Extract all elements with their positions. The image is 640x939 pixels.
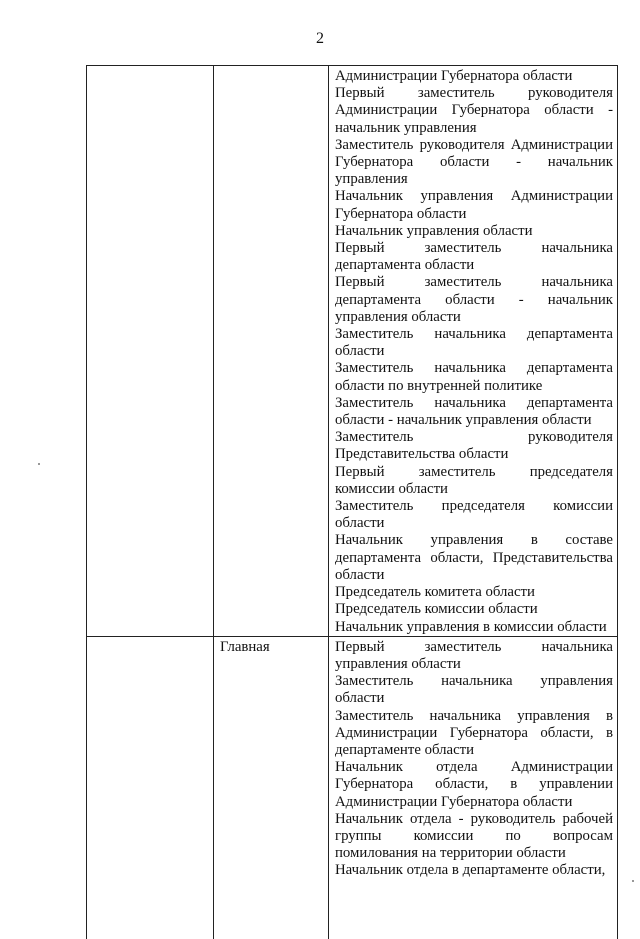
position-entry: Заместитель начальника департамента области — [335, 326, 613, 360]
position-entry: Начальник отдела Администрации Губернатора области, в управлении Администрации Губернатора области — [335, 759, 613, 810]
row-2-group-cell: Главная — [214, 636, 329, 939]
position-entry: Председатель комиссии области — [335, 601, 538, 618]
page-number: 2 — [316, 30, 324, 47]
position-entry: Заместитель начальника управления в Администрации Губернатора области, в департаменте области — [335, 707, 613, 758]
position-entry: Заместитель начальника управления области — [335, 673, 613, 707]
scan-speck — [632, 880, 634, 882]
table-row — [87, 636, 618, 939]
position-entry: Первый заместитель начальника управления области — [335, 638, 613, 672]
position-entry: Заместитель начальника департамента области - начальник управления области — [335, 394, 613, 429]
position-entry: Начальник отдела - руководитель рабочей группы комиссии по вопросам помилования на территории области — [335, 810, 613, 862]
row-2-positions-cell — [329, 636, 618, 939]
position-entry: Заместитель руководителя Представительства области — [335, 429, 613, 463]
row-1-positions-cell — [329, 66, 618, 637]
position-entry: Начальник управления Администрации Губернатора области — [335, 188, 613, 222]
position-entry: Председатель комитета области — [335, 584, 535, 601]
row-1-group-cell — [214, 66, 329, 637]
position-entry: Первый заместитель начальника департамента области — [335, 240, 613, 274]
position-entry: Первый заместитель начальника департамента области - начальник управления области — [335, 274, 613, 325]
positions-table — [86, 65, 618, 939]
position-entry: Администрации Губернатора области — [335, 68, 573, 84]
position-entry: Начальник управления в составе департамента области, Представительства области — [335, 532, 613, 583]
position-entry: Начальник управления в комиссии области — [335, 618, 607, 635]
row-2-col-1 — [87, 636, 214, 939]
position-entry: Начальник управления области — [335, 222, 533, 239]
scan-speck — [38, 463, 40, 465]
position-entry: Начальник отдела в департаменте области, — [335, 862, 606, 879]
position-entry: Заместитель председателя комиссии области — [335, 498, 613, 532]
row-1-col-1 — [87, 66, 214, 637]
position-entry: Заместитель начальника департамента области по внутренней политике — [335, 360, 613, 394]
position-entry: Первый заместитель председателя комиссии области — [335, 463, 613, 497]
position-entry: Первый заместитель руководителя Администрации Губернатора области - начальник управления — [335, 85, 613, 136]
table-row — [87, 66, 618, 637]
position-entry: Заместитель руководителя Администрации Губернатора области - начальник управления — [335, 136, 613, 188]
